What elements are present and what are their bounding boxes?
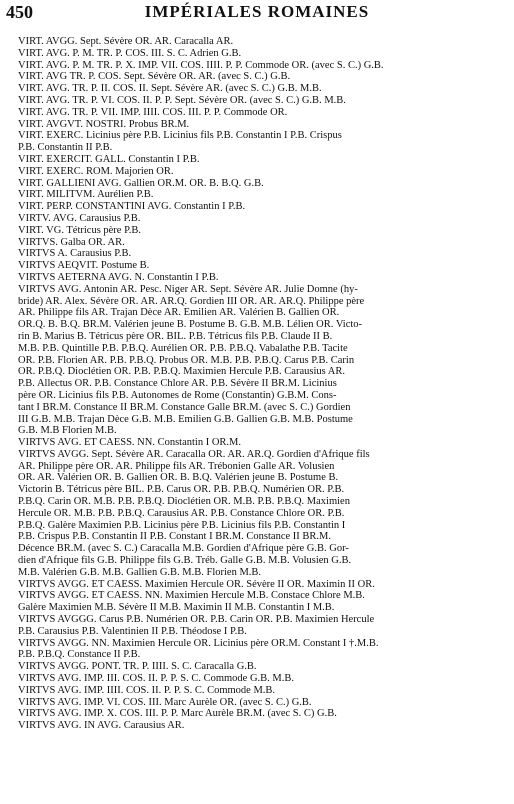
text-line: père OR. Licinius fils P.B. Autonomes de Rome (Constantin) G.B.M. Cons-	[18, 389, 337, 401]
text-line: OR. P.B.Q. Dioclétien OR. P.B. P.B.Q. Maximien Hercule P.B. Carausius AR.	[18, 366, 345, 378]
text-line: VIRTVS AVG. Antonin AR. Pesc. Niger AR. Sept. Sévère AR. Julie Domne (hy-	[18, 283, 358, 295]
text-line: Galère Maximien M.B. Sévère II M.B. Maximin II M.B. Constantin I M.B.	[18, 602, 335, 614]
text-line: P.B. Crispus P.B. Constantin II P.B. Constant I BR.M. Constance II BR.M.	[18, 531, 331, 543]
text-line: VIRTVS AVG. IN AVG. Carausius AR.	[18, 720, 185, 732]
text-line: M.B. Valérien G.B. M.B. Gallien G.B. M.B. Florien M.B.	[18, 566, 262, 578]
text-line: III G.B. M.B. Trajan Dèce G.B. M.B. Emilien G.B. Gallien G.B. M.B. Postume	[18, 413, 353, 425]
text-line: tant I BR.M. Constance II BR.M. Constance Galle BR.M. (avec S. C.) Gordien	[18, 401, 351, 413]
text-line: bride) AR. Alex. Sévère OR. AR. AR.Q. Gordien III OR. AR. AR.Q. Philippe père	[18, 295, 365, 307]
text-line: VIRT. AVGG. Sept. Sévère OR. AR. Caracalla AR.	[18, 36, 234, 47]
text-line: VIRT. MILITVM. Aurélien P.B.	[18, 189, 154, 201]
text-line: VIRT. AVG. TR. P. II. COS. II. Sept. Sévère AR. (avec S. C.) G.B. M.B.	[18, 83, 322, 95]
text-line: Décence BR.M. (avec S. C.) Caracalla M.B. Gordien d'Afrique père G.B. Gor-	[18, 543, 349, 555]
text-line: P.B. Allectus OR. P.B. Constance Chlore AR. P.B. Sévère II BR.M. Licinius	[18, 378, 337, 390]
text-line: M.B. P.B. Quintille P.B. P.B.Q. Aurélien OR. P.B. P.B.Q. Vabalathe P.B. Tacite	[18, 342, 348, 354]
text-line: VIRTVS AVGG. Sept. Sévère AR. Caracalla OR. AR. AR.Q. Gordien d'Afrique fils	[18, 448, 370, 460]
text-line: P.B. P.B.Q. Constance II P.B.	[18, 649, 141, 661]
text-line: VIRTVS AVGG. ET CAESS. Maximien Hercule OR. Sévère II OR. Maximin II OR.	[18, 578, 375, 590]
text-line: OR. AR. Valérien OR. B. Gallien OR. B. B.Q. Valérien jeune B. Postume B.	[18, 472, 339, 484]
text-line: VIRTVS AETERNA AVG. N. Constantin I P.B.	[18, 271, 219, 283]
text-line: VIRT. AVG TR. P. COS. Sept. Sévère OR. AR. (avec S. C.) G.B.	[18, 71, 291, 83]
text-line: Victorin B. Tétricus père BIL. P.B. Carus OR. P.B. P.B.Q. Numérien OR. P.B.	[18, 484, 345, 496]
text-line: VIRT. GALLIENI AVG. Gallien OR.M. OR. B. B.Q. G.B.	[18, 177, 264, 189]
text-line: VIRTVS AVG. IMP. VI. COS. III. Marc Aurèle OR. (avec S. C.) G.B.	[18, 696, 312, 708]
text-line: VIRT. AVG. P. M. TR. P. X. IMP. VII. COS. IIII. P. P. Commode OR. (avec S. C.) G.B.	[18, 59, 384, 71]
text-line: P.B. Constantin II P.B.	[18, 142, 113, 154]
text-line: VIRTVS. Galba OR. AR.	[18, 236, 125, 248]
text-line: VIRT. EXERC. ROM. Majorien OR.	[18, 165, 174, 177]
text-line: VIRT. EXERCIT. GALL. Constantin I P.B.	[18, 153, 200, 165]
text-line: VIRTVS A. Carausius P.B.	[18, 248, 132, 260]
text-line: dien d'Afrique fils G.B. Philippe fils G.B. Tréb. Galle G.B. M.B. Volusien G.B.	[18, 555, 352, 567]
text-line: VIRT. VG. Tétricus père P.B.	[18, 224, 142, 236]
text-line: VIRTVS AEQVIT. Postume B.	[18, 260, 150, 272]
text-line: VIRTVS AVG. IMP. III. COS. II. P. P. S. C. Commode G.B. M.B.	[18, 673, 295, 685]
text-line: P.B. Carausius P.B. Valentinien II P.B. Théodose I P.B.	[18, 625, 247, 637]
text-line: VIRT. AVG. TR. P. VI. COS. II. P. P. Sept. Sévère OR. (avec S. C.) G.B. M.B.	[18, 94, 346, 106]
text-line: AR. Philippe fils AR. Trajan Dèce AR. Emilien AR. Valérien B. Gallien OR.	[18, 307, 340, 319]
text-line: OR.Q. B. B.Q. BR.M. Valérien jeune B. Postume B. G.B. M.B. Lélien OR. Victo-	[18, 319, 363, 331]
running-title: IMPÉRIALES ROMAINES	[144, 2, 370, 21]
page-header	[0, 2, 514, 24]
page-number: 450	[6, 2, 33, 22]
text-line: VIRT. AVG. P. M. TR. P. COS. III. S. C. Adrien G.B.	[18, 47, 242, 59]
text-line: rin B. Marius B. Tétricus père OR. BIL. P.B. Tétricus fils P.B. Claude II B.	[18, 330, 333, 342]
text-line: G.B. M.B Florien M.B.	[18, 425, 117, 437]
text-line: VIRT. AVGVT. NOSTRI. Probus BR.M.	[18, 118, 190, 130]
text-line: AR. Philippe père OR. AR. Philippe fils AR. Trébonien Galle AR. Volusien	[18, 460, 335, 472]
catalog-entries	[18, 36, 500, 732]
text-line: VIRTVS AVGG. NN. Maximien Hercule OR. Licinius père OR.M. Constant I †.M.B.	[18, 637, 379, 649]
text-line: Hercule OR. M.B. P.B. P.B.Q. Carausius AR. P.B. Constance Chlore OR. P.B.	[18, 507, 345, 519]
text-line: VIRT. PERP. CONSTANTINI AVG. Constantin I P.B.	[18, 201, 246, 213]
text-line: VIRTVS AVGG. PONT. TR. P. IIII. S. C. Caracalla G.B.	[18, 661, 257, 673]
text-line: VIRTVS AVG. ET CAESS. NN. Constantin I OR.M.	[18, 437, 242, 449]
text-line: VIRTVS AVG. IMP. IIII. COS. II. P. P. S. C. Commode M.B.	[18, 684, 276, 696]
text-line: VIRTVS AVGG. ET CAESS. NN. Maximien Hercule M.B. Constace Chlore M.B.	[18, 590, 365, 602]
text-line: VIRTV. AVG. Carausius P.B.	[18, 212, 141, 224]
text-line: OR. P.B. Florien AR. P.B. P.B.Q. Probus OR. M.B. P.B. P.B.Q. Carus P.B. Carin	[18, 354, 355, 366]
text-line: VIRT. AVG. TR. P. VII. IMP. IIII. COS. III. P. P. Commode OR.	[18, 106, 288, 118]
text-line: P.B.Q. Galère Maximien P.B. Licinius père P.B. Licinius fils P.B. Constantin I	[18, 519, 346, 531]
text-line: VIRTVS AVGGG. Carus P.B. Numérien OR. P.B. Carin OR. P.B. Maximien Hercule	[18, 614, 375, 626]
text-line: VIRTVS AVG. IMP. X. COS. III. P. P. Marc Aurèle BR.M. (avec S. C) G.B.	[18, 708, 337, 720]
text-line: VIRT. EXERC. Licinius père P.B. Licinius fils P.B. Constantin I P.B. Crispus	[18, 130, 342, 142]
text-line: P.B.Q. Carin OR. M.B. P.B. P.B.Q. Dioclétien OR. M.B. P.B. P.B.Q. Maximien	[18, 496, 350, 508]
